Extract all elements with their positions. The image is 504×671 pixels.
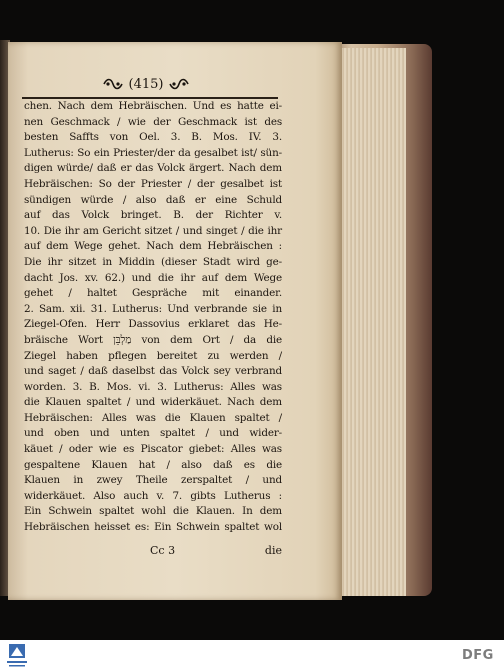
page-stack-edge: [336, 48, 406, 596]
text-line: Hebräischen heisset es: Ein Schwein spaltet wol: [24, 521, 282, 534]
text-line: Klauen in zwey Theile zerspaltet / und: [24, 474, 282, 487]
text-line: 2. Sam. xii. 31. Lutherus: Und verbrande sie in: [24, 302, 282, 315]
text-line: gehet / haltet Gespräche mit einander.: [24, 287, 282, 300]
right-ornament-icon: [169, 78, 189, 90]
page-footer: [150, 544, 282, 560]
text-line: sündigen würde / also daß er eine Schuld: [24, 193, 282, 206]
text-line: nen Geschmack / wie der Geschmack ist des: [24, 115, 282, 128]
text-line: dacht Jos. xv. 62.) und die ihr auf dem Wege: [24, 271, 282, 284]
text-line: bräische Wort מַלְבֵּן von dem Ort / da die: [24, 333, 282, 346]
text-line: die Klauen spaltet / und widerkäuet. Nach dem: [24, 396, 282, 409]
viewer-footer-bar: [0, 640, 504, 671]
text-line: Hebräischen: Alles was die Klauen spaltet /: [24, 411, 282, 424]
text-line: Ziegel-Ofen. Herr Dassovius erklaret das He-: [24, 318, 282, 331]
text-line: worden. 3. B. Mos. vi. 3. Lutherus: Alles was: [24, 380, 282, 393]
text-line: Hebräischen: So der Priester / der gesalbet ist: [24, 177, 282, 190]
body-text: [24, 99, 282, 536]
text-line: Lutherus: So ein Priester/der da gesalbet ist/ sün-: [24, 146, 282, 159]
library-logo-icon: [3, 642, 31, 670]
text-line: 10. Die ihr am Gericht sitzet / und singet / die ihr: [24, 224, 282, 237]
signature-mark: Cc 3: [150, 544, 176, 557]
text-line: Ein Schwein spaltet wohl die Klauen. In dem: [24, 505, 282, 518]
text-line: käuet / oder wie es Piscator giebet: Alles was: [24, 443, 282, 456]
dfg-logo: DFG: [462, 648, 494, 663]
text-line: digen würde/ daß er das Volck ärgert. Nach dem: [24, 162, 282, 175]
text-line: besten Saffts von Oel. 3. B. Mos. IV. 3.: [24, 131, 282, 144]
left-ornament-icon: [103, 78, 123, 90]
text-line: und oben und unten spaltet / und wider-: [24, 427, 282, 440]
text-line: auf das Volck bringet. B. der Richter v.: [24, 209, 282, 222]
text-line: widerkäuet. Also auch v. 7. gibts Lutherus :: [24, 489, 282, 502]
page-header: [96, 74, 196, 94]
text-line: Ziegel haben pflegen bereitet zu werden /: [24, 349, 282, 362]
text-line: und saget / daß daselbst das Volck sey verbrand: [24, 365, 282, 378]
page-number: (415): [128, 76, 164, 92]
catchword: die: [264, 544, 282, 557]
text-line: auf dem Wege gehet. Nach dem Hebräischen :: [24, 240, 282, 253]
text-line: chen. Nach dem Hebräischen. Und es hatte ei-: [24, 100, 282, 112]
text-line: Die ihr sitzet in Middin (dieser Stadt wird ge-: [24, 255, 282, 268]
text-line: gespaltene Klauen hat / also daß es die: [24, 458, 282, 471]
